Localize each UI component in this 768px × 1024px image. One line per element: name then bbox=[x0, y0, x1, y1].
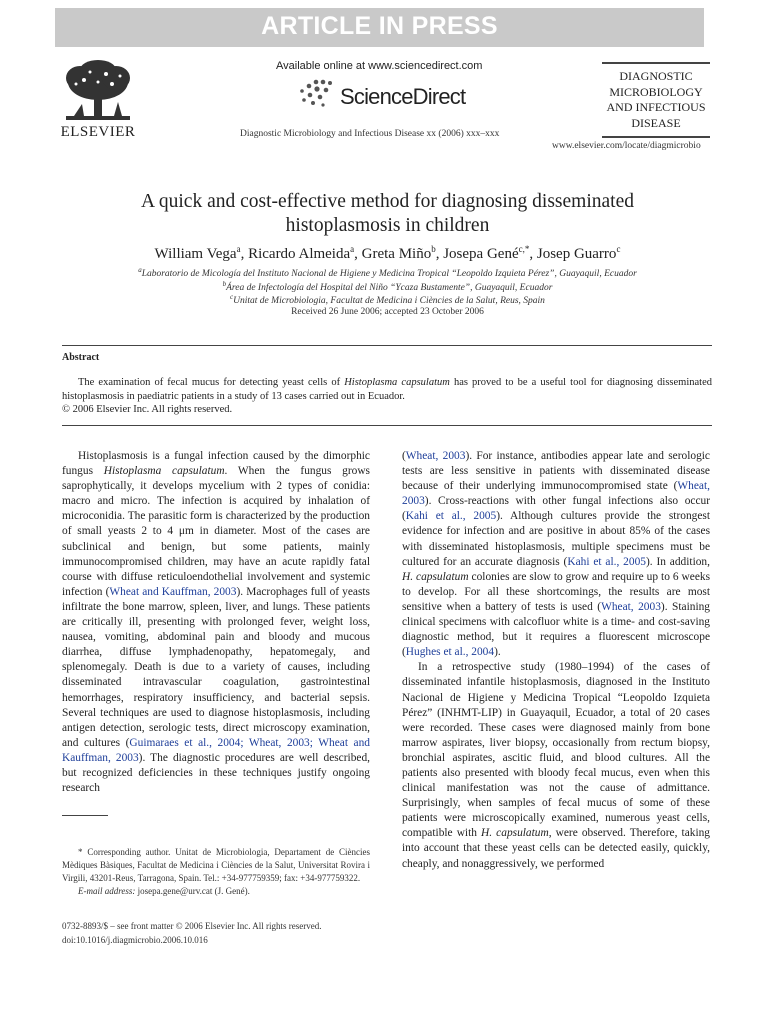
citation-link[interactable]: Wheat, 2003 bbox=[601, 600, 661, 613]
citation-link[interactable]: Kahi et al., 2005 bbox=[405, 510, 497, 523]
journal-title-line: DIAGNOSTIC bbox=[619, 69, 693, 83]
author[interactable]: Greta Miño$^b$ bbox=[361, 244, 436, 262]
journal-citation-line: Diagnostic Microbiology and Infectious Disease xx (2006) xxx–xxx bbox=[240, 129, 500, 139]
abstract-bottom-rule bbox=[62, 425, 712, 426]
journal-url[interactable]: www.elsevier.com/locate/diagmicrobio bbox=[552, 141, 701, 151]
author[interactable]: Josepa Gené$^{c,*}$ bbox=[443, 244, 530, 262]
citation-link[interactable]: Hughes et al., 2004 bbox=[405, 646, 495, 659]
doi-line[interactable]: doi:10.1016/j.diagmicrobio.2006.10.016 bbox=[62, 934, 208, 945]
abstract-heading: Abstract bbox=[62, 352, 100, 363]
sciencedirect-dots-logo bbox=[296, 78, 336, 108]
author[interactable]: Josep Guarro$^c$ bbox=[536, 244, 621, 262]
abstract-body: The examination of fecal mucus for detecting yeast cells of Histoplasma capsulatum has proved to be a useful tool for diagnosing disseminated histoplasmosis in paediatric patients in a study of 13 cases carried out in Ecuador. © 2006 Elsevier Inc. All rights reserved. bbox=[62, 377, 712, 415]
journal-title-line: AND INFECTIOUS bbox=[606, 100, 706, 114]
body-column-left: Histoplasmosis is a fungal infection caused by the dimorphic fungus Histoplasma capsulatum. When the fungus grows saprophytically, it develops mycelium with 2 types of conidia: macro and micro. The infection is acquired by inhalation of microconidia. The parasitic form is characterized by the production of small yeasts 2 to 4 μm in diameter. Most of the cases are subclinical and benign, but some patients, mainly immunocompromised children, may have an acute rapidly fatal course with diffuse reticuloendothelial involvement and systemic infection (Wheat and Kauffman, 2003). Macrophages full of yeasts infiltrate the bone marrow, spleen, liver, and lungs. These patients are critically ill, presenting with prolonged fever, weight loss, nausea, vomiting, abdominal pain and bloody and mucous diarrhea, diffuse lymphadenopathy, hepatomegaly, and splenomegaly. Death is due to a variety of causes, including disseminated intravascular coagulation, gastrointestinal hemorrhages, respiratory insufficiency, and bacterial sepsis. Several techniques are used to diagnose histoplasmosis, including antigen detection, serologic tests, direct microscopy examination, and cultures (Guimaraes et al., 2004; Wheat, 2003; Wheat and Kauffman, 2003). The diagnostic procedures are well described, but recognized deficiencies in these techniques justify ongoing research bbox=[62, 450, 370, 795]
article-title-line: A quick and cost-effective method for diagnosing disseminated bbox=[141, 191, 634, 212]
issn-line: 0732-8893/$ – see front matter © 2006 Elsevier Inc. All rights reserved. bbox=[62, 921, 322, 931]
affiliation: $^c$Unitat de Microbiologia, Facultat de Medicina i Ciències de la Salut, Reus, Spain bbox=[230, 293, 545, 307]
author-list: William Vega$^a$, Ricardo Almeida$^a$, Greta Miño$^b$, Josepa Gené$^{c,*}$, Josep Guarro$^c$ bbox=[154, 244, 621, 262]
body-column-right: (Wheat, 2003). For instance, antibodies appear late and serologic tests are less sensitive in patients with disseminated disease because of their underlying immunocompromised state (Wheat, 2003). Cross-reactions with other fungal infections also occur (Kahi et al., 2005). Although cultures provide the strongest evidence for infection and are positive in about 85% of the cases with disseminated histoplasmosis, multiple specimens must be cultured for an accurate diagnosis (Kahi et al., 2005). In addition, H. capsulatum colonies are slow to grow and require up to 6 weeks to develop. For all these shortcomings, the results are most sensitive when a battery of tests is used (Wheat, 2003). Staining clinical specimens with calcofluor white is a time- and cost-saving diagnostic method, but it requires a fluorescent microscope (Hughes et al., 2004). In a retrospective study (1980–1994) of the cases of disseminated infantile histoplasmosis, diagnosed in the Instituto Nacional de Higiene y Medicina Tropical “Leopoldo Izquieta Pérez” (INHMT-LIP) in Guayaquil, Ecuador, a total of 20 cases were recorded. These cases were diagnosed mainly from bone marrow aspirates, liver biopsy, occasionally from rectum biopsy, bronchial aspirates, ascitic fluid, and blood cultures. All the patients also presented with bloody fecal mucus, even when this clinical manifestation was not the cause of admittance. Surprisingly, when samples of fecal mucus of some of these patients were microscopically examined, numerous yeast cells, compatible with H. capsulatum, were observed. Therefore, taking into account that these yeast cells can be detected easily, quickly, cheaply, and nonaggressively, we performed bbox=[402, 450, 710, 870]
article-title bbox=[60, 190, 715, 238]
email-link[interactable]: josepa.gene@urv.cat (J. Gené). bbox=[135, 886, 250, 896]
journal-title-line: MICROBIOLOGY bbox=[609, 84, 703, 99]
citation-link[interactable]: Guimaraes et al., 2004; Wheat, 2003; Wheat and Kauffman, 2003 bbox=[62, 736, 370, 764]
affiliation: $^a$Laboratorio de Micología del Instituto Nacional de Higiene y Medicina Tropical “Leopoldo Izquieta Pérez”, Guayaquil, Ecuador bbox=[138, 266, 637, 280]
sciencedirect-wordmark: ScienceDirect bbox=[340, 84, 466, 109]
affiliation: $^b$Área de Infectología del Hospital del Niño “Ycaza Bustamente”, Guayaquil, Ecuador bbox=[222, 280, 553, 294]
article-title-line: histoplasmosis in children bbox=[285, 215, 490, 236]
footnote-rule bbox=[62, 815, 108, 816]
front-matter-info bbox=[62, 920, 382, 947]
citation-link[interactable]: Wheat, 2003 bbox=[405, 450, 466, 462]
citation-link[interactable]: Wheat, 2003 bbox=[402, 480, 710, 508]
citation-link[interactable]: Kahi et al., 2005 bbox=[567, 555, 646, 568]
author[interactable]: Ricardo Almeida$^a$ bbox=[248, 244, 355, 262]
corresponding-author-footnote: * Corresponding author. Unitat de Microbiologia, Departament de Ciències Mèdiques Bàsiques, Facultat de Medicina i Ciències de la Salut, Universitat Rovira i Virgili, 43201-Reus, Tarragona, Spain. Tel.: +34-977759359; fax: +34-977759322. E-mail address: josepa.gene@urv.cat (J. Gené). bbox=[62, 847, 370, 896]
abstract-top-rule bbox=[62, 345, 712, 346]
journal-title-box bbox=[602, 62, 710, 138]
author[interactable]: William Vega$^a$ bbox=[154, 244, 241, 262]
elsevier-wordmark: ELSEVIER bbox=[60, 124, 136, 140]
elsevier-tree-logo bbox=[60, 60, 136, 122]
copyright: © 2006 Elsevier Inc. All rights reserved. bbox=[62, 404, 233, 415]
journal-title-line: DISEASE bbox=[631, 115, 681, 130]
available-online-text: Available online at www.sciencedirect.com bbox=[276, 60, 483, 72]
citation-link[interactable]: Wheat and Kauffman, 2003 bbox=[109, 585, 237, 598]
received-dates: Received 26 June 2006; accepted 23 October 2006 bbox=[291, 307, 484, 317]
article-in-press-banner: ARTICLE IN PRESS bbox=[55, 8, 704, 47]
